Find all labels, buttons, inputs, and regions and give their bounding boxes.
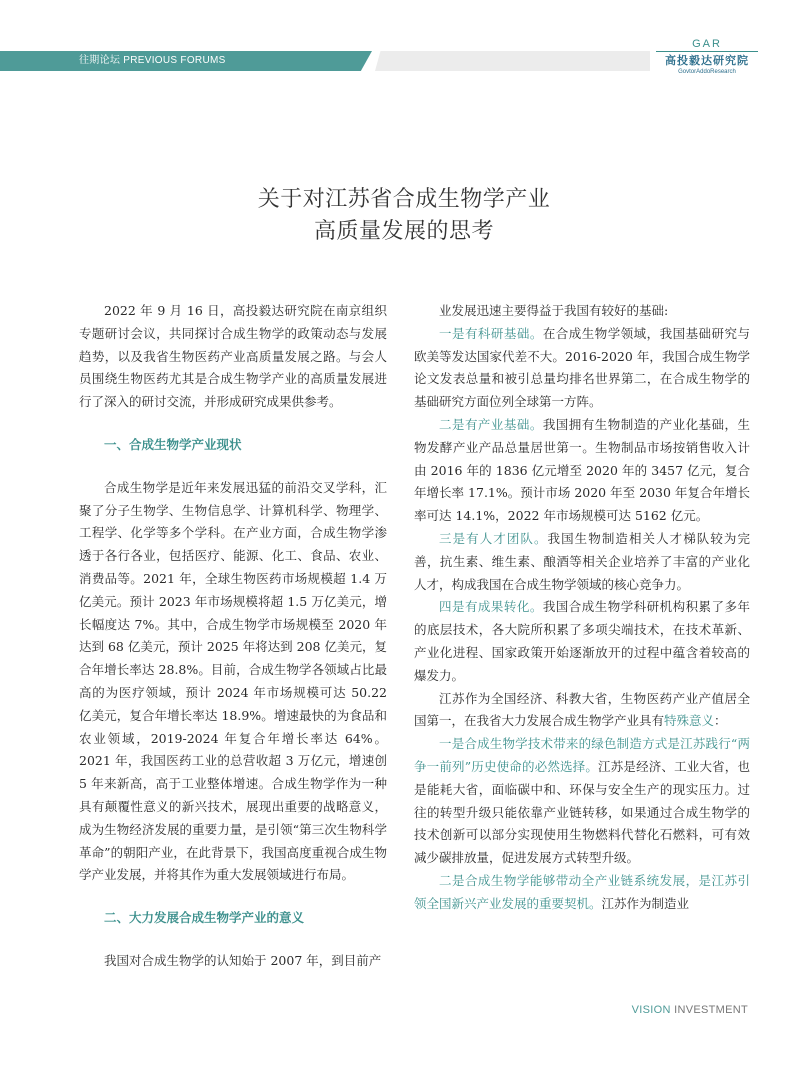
- meaning-item-2-head: 二是合成生物学能够带动全产业链系统发展，是江苏引领全国新兴产业发展的重要契机。: [414, 872, 750, 911]
- basis-item-3-body: 我国生物制造相关人才梯队较为完善，抗生素、维生素、酿酒等相关企业培养了丰富的产业化人才，构成我国在合成生物学领域的核心竞争力。: [414, 530, 750, 592]
- logo-rule: [656, 51, 758, 52]
- header-band-gray: [375, 51, 650, 71]
- section-heading-1: 一、合成生物学产业现状: [104, 436, 242, 452]
- basis-item-1: [414, 323, 750, 414]
- footer-vision: VISION: [631, 1004, 675, 1016]
- right-column: [414, 300, 750, 916]
- basis-item-3: [414, 528, 750, 596]
- basis-item-4-body: 我国合成生物学科研机构积累了多年的底层技术，各大院所积累了多项尖端技术，在技术革新、产业化进程、国家政策开始逐渐放开的过程中蕴含着较高的爆发力。: [414, 599, 750, 683]
- meaning-item-1-body: 江苏是经济、工业大省，也是能耗大省，面临碳中和、环保与安全生产的现实压力。过往的转型升级只能依靠产业链转移，如果通过合成生物学的技术创新可以部分实现使用生物燃料代替化石燃料，可有效减少碳排放量，促进发展方式转型升级。: [414, 758, 750, 866]
- section-label: 往期论坛 PREVIOUS FORUMS: [79, 55, 226, 66]
- logo-gar-text: GAR: [692, 38, 722, 50]
- left-column: [79, 300, 387, 973]
- meaning-item-1: [414, 733, 750, 870]
- logo-en-text: GovtorAddoResearch: [678, 69, 736, 75]
- meaning-item-2-body: 江苏作为制造业: [601, 895, 690, 911]
- title-line-1: 关于对江苏省合成生物学产业: [257, 187, 551, 212]
- basis-intro: 业发展迅速主要得益于我国有较好的基础:: [439, 303, 669, 318]
- basis-item-1-head: 一是有科研基础。: [439, 325, 543, 341]
- footer-investment: INVESTMENT: [674, 1004, 748, 1016]
- section-heading-2: 二、大力发展合成生物学产业的意义: [104, 910, 305, 926]
- jiangsu-highlight: 特殊意义: [664, 713, 715, 729]
- gar-logo: [652, 38, 762, 84]
- jiangsu-body: 江苏作为全国经济、科教大省，生物医药产业产值居全国第一，在我省大力发展合成生物学产业具有: [414, 690, 750, 729]
- meaning-item-2: [414, 870, 750, 916]
- jiangsu-paragraph: [414, 688, 750, 734]
- basis-item-1-body: 在合成生物学领域，我国基础研究与欧美等发达国家代差不大。2016-2020 年，我国合成生物学论文发表总量和被引总量均排名世界第二，在合成生物学的基础研究方面位列全球第一方阵。: [414, 325, 750, 410]
- basis-item-2-head: 二是有产业基础。: [439, 416, 543, 432]
- logo-cn-text: 高投毅达研究院: [665, 54, 749, 67]
- jiangsu-tail: ：: [714, 713, 727, 729]
- basis-item-2: [414, 414, 750, 528]
- footer-brand: [632, 1004, 748, 1016]
- basis-item-4-head: 四是有成果转化。: [439, 599, 543, 615]
- meaning-item-1-head: 一是合成生物学技术带来的绿色制造方式是江苏践行“两争一前列”历史使命的必然选择。: [414, 736, 750, 774]
- status-paragraph: 合成生物学是近年来发展迅猛的前沿交叉学科，汇聚了分子生物学、生物信息学、计算机科学、物理学、工程学、化学等多个学科。在产业方面，合成生物学渗透于各行各业，包括医疗、能源、化工、食品、农业、消费品等。2021 年，全球生物医药市场规模超 1.4 万亿美元。预计 2023 年市场规模将超 1.5 万亿美元，增长幅度达 7%。其中，合成生物学市场规模至 2020 年达到 68 亿美元，预计 2025 年将达到 208 亿美元，复合年增长率达 28.8%。目前，合成生物学各领域占比最高的为医疗领域，预计 2024 年市场规模可达 50.22 亿美元，复合年增长率达 18.9%。增速最快的为食品和农业领域，2019-2024 年复合年增长率达 64%。2021 年，我国医药工业的总营收超 3 万亿元，增速创 5 年来新高，高于工业整体增速。合成生物学作为一种具有颠覆性意义的新兴技术，展现出重要的战略意义，成为生物经济发展的重要力量，是引领“第三次生物科学革命”的朝阳产业，在此背景下，我国高度重视合成生物学产业发展，并将其作为重大发展领域进行布局。: [79, 479, 387, 883]
- significance-paragraph: 我国对合成生物学的认知始于 2007 年，到目前产: [104, 952, 382, 968]
- basis-item-3-head: 三是有人才团队。: [439, 530, 548, 546]
- title-line-2: 高质量发展的思考: [313, 219, 494, 244]
- intro-paragraph: 2022 年 9 月 16 日，高投毅达研究院在南京组织专题研讨会议，共同探讨合成生物学的政策动态与发展趋势，以及我省生物医药产业高质量发展之路。与会人员围绕生物医药尤其是合成生物学产业的高质量发展进行了深入的研讨交流，并形成研究成果供参考。: [79, 303, 387, 410]
- page-title: [0, 184, 808, 248]
- basis-item-4: [414, 596, 750, 687]
- basis-item-2-body: 我国拥有生物制造的产业化基础，生物发酵产业产品总量居世第一。生物制品市场按销售收入计由 2016 年的 1836 亿元增至 2020 年的 3457 亿元，复合年增长率 17.1%。预计市场 2020 年至 2030 年复合年增长率可达 14.1%，2022 年市场规模可达 5162 亿元。: [414, 416, 750, 524]
